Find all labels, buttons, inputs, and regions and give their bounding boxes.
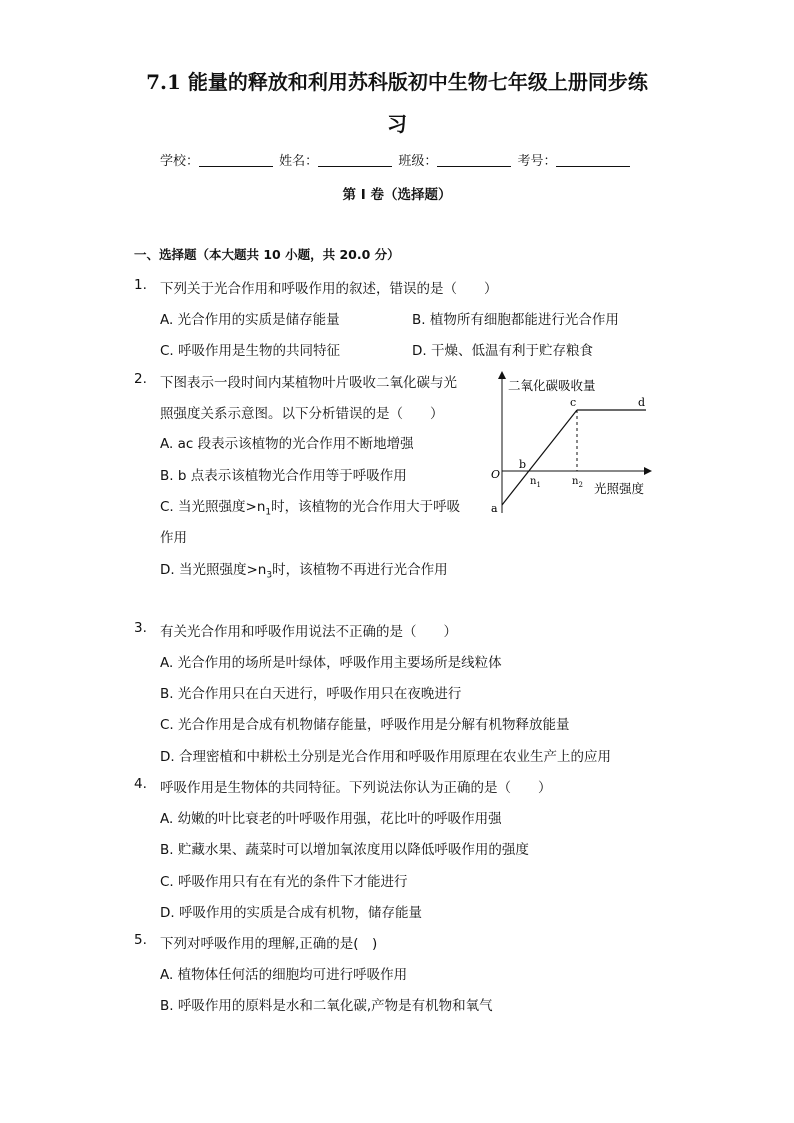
option-c[interactable] [160,495,460,518]
option-c-text: C. 当光照强度>n [160,499,266,515]
origin-label: O [491,468,501,481]
volume-heading: 第 I 卷（选择题） [342,187,452,203]
option-d[interactable]: D. 呼吸作用的实质是合成有机物，储存能量 [160,905,422,921]
option-b[interactable]: B. b 点表示该植物光合作用等于呼吸作用 [160,468,407,484]
exam-number-blank[interactable] [556,154,630,167]
question-stem: 有关光合作用和呼吸作用说法不正确的是（ ） [160,624,457,640]
option-b[interactable]: B. 贮藏水果、蔬菜时可以增加氧浓度用以降低呼吸作用的强度 [160,842,529,858]
option-d-text-tail: 时，该植物不再进行光合作用 [272,562,448,578]
tick-n2 [572,476,583,489]
point-a-label: a [491,502,498,515]
option-b[interactable]: B. 光合作用只在白天进行，呼吸作用只在夜晚进行 [160,686,462,702]
school-blank[interactable] [199,154,273,167]
class-blank[interactable] [437,154,511,167]
page-title-continued: 习 [387,112,407,136]
option-b[interactable]: B. 植物所有细胞都能进行光合作用 [412,312,619,328]
option-a[interactable]: A. ac 段表示该植物的光合作用不断地增强 [160,436,414,452]
option-d[interactable]: D. 干燥、低温有利于贮存粮食 [412,343,593,359]
page-title: 7.1 能量的释放和利用苏科版初中生物七年级上册同步练 [146,70,648,94]
y-axis-label: 二氧化碳吸收量 [508,378,596,393]
question-number: 4. [134,776,147,792]
curve-segment-ac [502,410,577,505]
co2-light-chart [486,368,656,518]
option-c-text-tail: 时，该植物的光合作用大于呼吸 [271,499,461,515]
tick-n1 [530,476,541,489]
option-a[interactable]: A. 光合作用的实质是储存能量 [160,312,340,328]
school-label: 学校： [160,154,200,169]
question-number: 5. [134,932,147,948]
option-a[interactable]: A. 幼嫩的叶比衰老的叶呼吸作用强，花比叶的呼吸作用强 [160,811,502,827]
question-stem: 下列对呼吸作用的理解,正确的是( ) [160,936,378,952]
question-stem: 下图表示一段时间内某植物叶片吸收二氧化碳与光 [160,375,457,391]
tick-n1-sub: 1 [536,481,541,489]
option-d-text: D. 当光照强度>n [160,562,267,578]
option-c[interactable]: C. 呼吸作用只有在有光的条件下才能进行 [160,874,408,890]
name-label: 姓名： [279,154,319,169]
question-stem: 下列关于光合作用和呼吸作用的叙述，错误的是（ ） [160,281,498,297]
point-d-label: d [638,396,646,409]
tick-n1-base: n [530,476,537,487]
option-d[interactable] [160,558,448,581]
exam-number-label: 考号： [517,154,557,169]
tick-n2-sub: 2 [578,481,583,489]
option-c-continued: 作用 [160,530,187,546]
option-c[interactable]: C. 呼吸作用是生物的共同特征 [160,343,341,359]
question-number: 2. [134,371,147,387]
question-number: 1. [134,277,147,293]
point-c-label: c [570,396,577,409]
option-a[interactable]: A. 光合作用的场所是叶绿体，呼吸作用主要场所是线粒体 [160,655,502,671]
subscript: 1 [265,507,272,518]
subscript: 3 [266,570,273,581]
option-c[interactable]: C. 光合作用是合成有机物储存能量，呼吸作用是分解有机物释放能量 [160,717,570,733]
question-number: 3. [134,620,147,636]
section-heading: 一、选择题（本大题共 10 小题，共 20.0 分） [134,247,400,262]
x-axis-label: 光照强度 [594,481,645,496]
point-b-label: b [519,458,527,471]
question-stem: 呼吸作用是生物体的共同特征。下列说法你认为正确的是（ ） [160,780,552,796]
option-a[interactable]: A. 植物体任何活的细胞均可进行呼吸作用 [160,967,408,983]
option-b[interactable]: B. 呼吸作用的原料是水和二氧化碳,产物是有机物和氧气 [160,998,493,1014]
student-info-line [160,150,632,169]
question-stem-continued: 照强度关系示意图。以下分析错误的是（ ） [160,406,444,422]
option-d[interactable]: D. 合理密植和中耕松土分别是光合作用和呼吸作用原理在农业生产上的应用 [160,749,611,765]
name-blank[interactable] [318,154,392,167]
tick-n2-base: n [572,476,579,487]
class-label: 班级： [398,154,438,169]
